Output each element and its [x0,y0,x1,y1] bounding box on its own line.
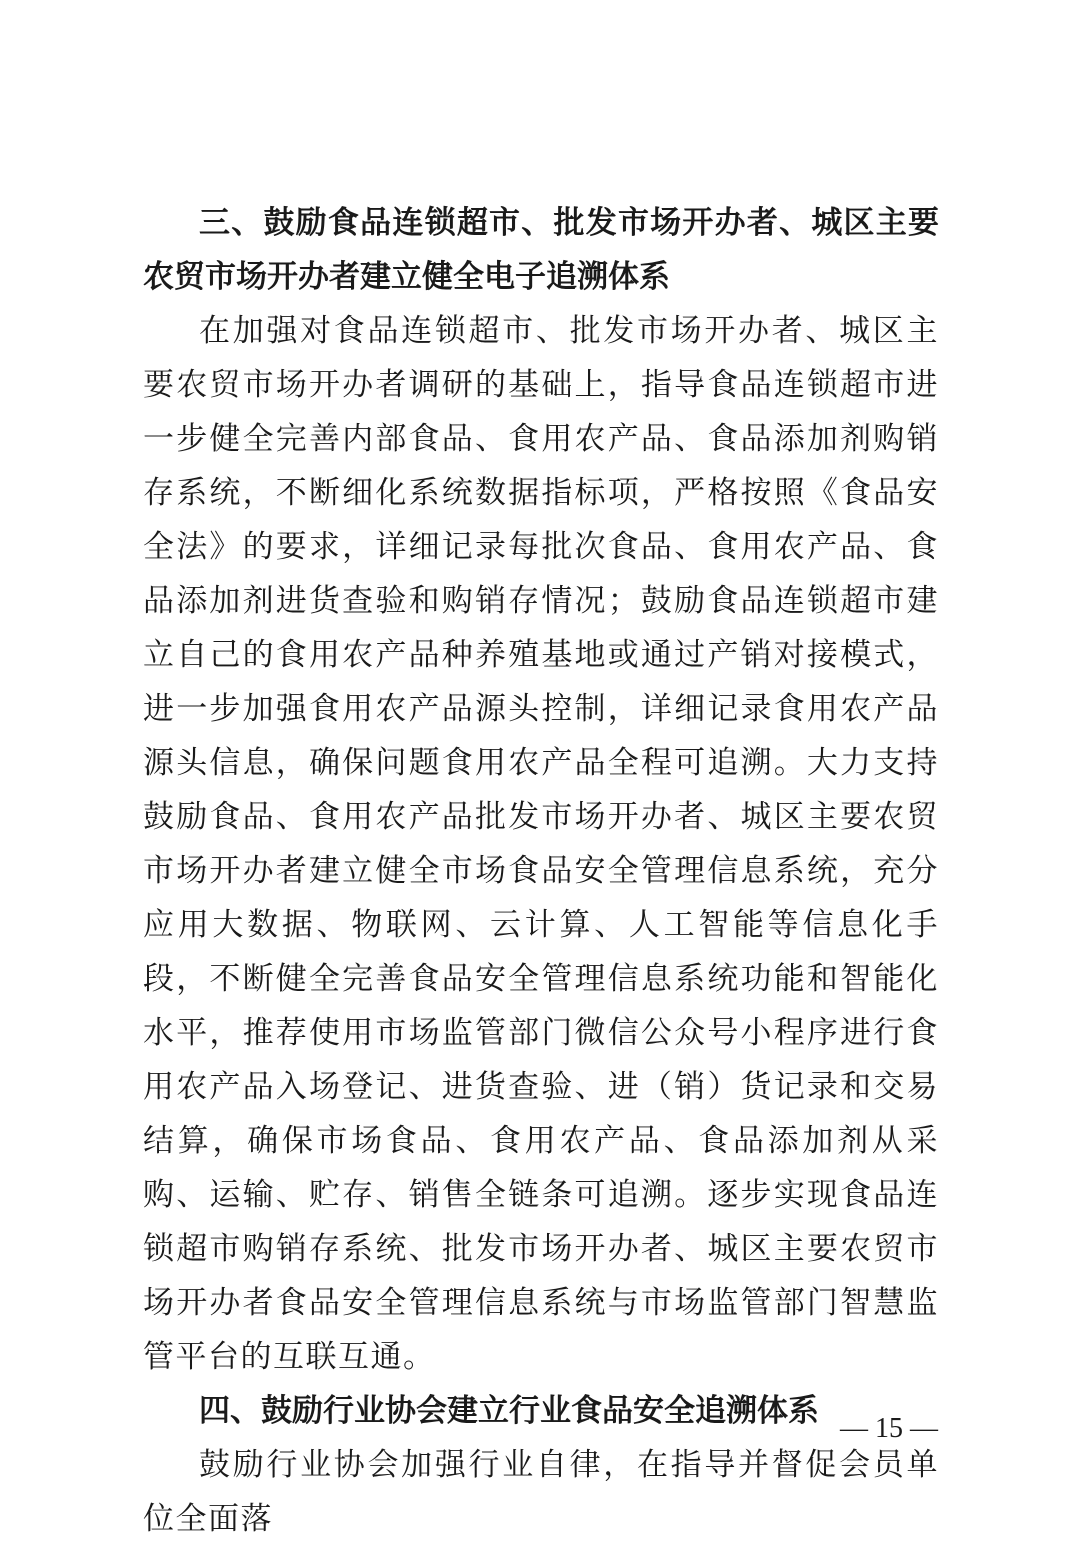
section-heading-3: 三、鼓励食品连锁超市、批发市场开办者、城区主要农贸市场开办者建立健全电子追溯体系 [143,205,939,295]
section-heading-4: 四、鼓励行业协会建立行业食品安全追溯体系 [199,1393,819,1429]
section-paragraph-3: 在加强对食品连锁超市、批发市场开办者、城区主要农贸市场开办者调研的基础上，指导食品连锁超市进一步健全完善内部食品、食用农产品、食品添加剂购销存系统，不断细化系统数据指标项，严格按照《食品安全法》的要求，详细记录每批次食品、食用农产品、食品添加剂进货查验和购销存情况；鼓励食品连锁超市建立自己的食用农产品种养殖基地或通过产销对接模式，进一步加强食用农产品源头控制，详细记录食用农产品源头信息，确保问题食用农产品全程可追溯。大力支持鼓励食品、食用农产品批发市场开办者、城区主要农贸市场开办者建立健全市场食品安全管理信息系统，充分应用大数据、物联网、云计算、人工智能等信息化手段，不断健全完善食品安全管理信息系统功能和智能化水平，推荐使用市场监管部门微信公众号小程序进行食用农产品入场登记、进货查验、进（销）货记录和交易结算，确保市场食品、食用农产品、食品添加剂从采购、运输、贮存、销售全链条可追溯。逐步实现食品连锁超市购销存系统、批发市场开办者、城区主要农贸市场开办者食品安全管理信息系统与市场监管部门智慧监管平台的互联互通。 [143,313,939,1375]
section-paragraph-4: 鼓励行业协会加强行业自律，在指导并督促会员单位全面落 [143,1447,939,1537]
document-body [143,196,939,1546]
page-number: — 15 — [840,1413,938,1444]
